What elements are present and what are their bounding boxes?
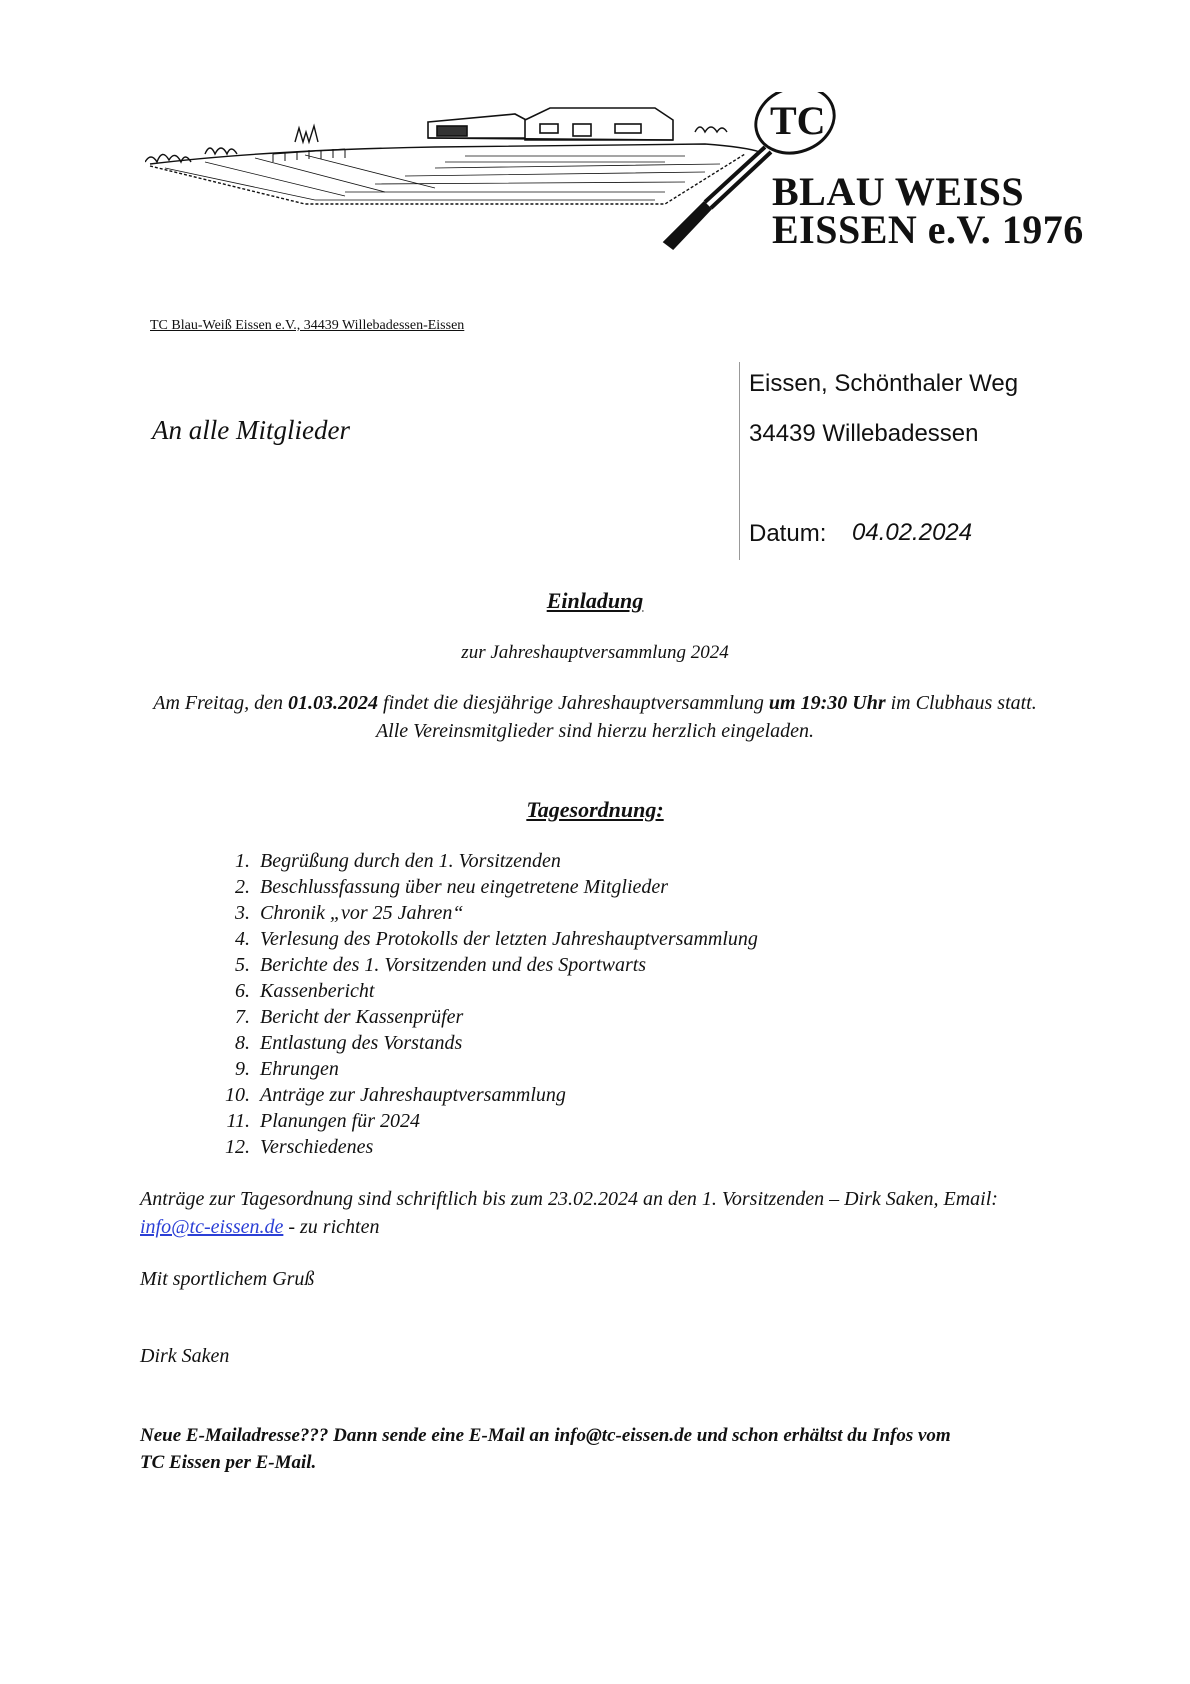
agenda-item xyxy=(210,952,758,978)
sender-line: TC Blau-Weiß Eissen e.V., 34439 Willebadessen-Eissen xyxy=(150,318,465,333)
address-divider xyxy=(739,362,740,560)
agenda-item-number: 1. xyxy=(235,850,250,872)
agenda-item xyxy=(210,1004,758,1030)
document-title: Einladung xyxy=(546,588,644,613)
meeting-time: um 19:30 Uhr xyxy=(768,692,886,714)
intro-text-1: Am Freitag, den xyxy=(153,692,289,714)
address-line-1: Eissen, Schönthaler Weg xyxy=(749,370,1019,397)
date-label: Datum: xyxy=(749,520,827,547)
agenda-item-number: 11. xyxy=(226,1110,250,1132)
agenda-item-number: 12. xyxy=(225,1136,250,1158)
email-notice-line-2: TC Eissen per E-Mail. xyxy=(140,1452,317,1473)
submission-note-line-2 xyxy=(140,1216,379,1239)
agenda-item xyxy=(210,848,758,874)
agenda-item-text: Chronik „vor 25 Jahren“ xyxy=(260,902,464,924)
agenda-item-text: Anträge zur Jahreshauptversammlung xyxy=(260,1084,566,1106)
agenda-item-text: Beschlussfassung über neu eingetretene Mitglieder xyxy=(260,876,669,898)
date-value: 04.02.2024 xyxy=(852,519,973,546)
agenda-item xyxy=(210,900,758,926)
email-notice-line-1: Neue E-Mailadresse??? Dann sende eine E-Mail an info@tc-eissen.de und schon erhältst du Infos vom xyxy=(140,1425,951,1446)
agenda-title: Tagesordnung: xyxy=(526,797,664,822)
agenda-item-text: Begrüßung durch den 1. Vorsitzenden xyxy=(260,850,561,872)
intro-text-3: im Clubhaus statt. xyxy=(885,692,1037,714)
agenda-item xyxy=(210,978,758,1004)
logo-line-2: EISSEN e.V. 1976 xyxy=(772,207,1084,252)
signature-name: Dirk Saken xyxy=(140,1345,230,1367)
agenda-item-text: Kassenbericht xyxy=(260,980,375,1002)
intro-line-2: Alle Vereinsmitglieder sind hierzu herzlich eingeladen. xyxy=(375,720,815,742)
agenda-item-number: 6. xyxy=(235,980,250,1002)
agenda-item xyxy=(210,1082,758,1108)
agenda-item-number: 5. xyxy=(235,954,250,976)
recipient: An alle Mitglieder xyxy=(152,415,350,445)
agenda-item-text: Entlastung des Vorstands xyxy=(260,1032,463,1054)
agenda-item-text: Verschiedenes xyxy=(260,1136,374,1158)
agenda-item xyxy=(210,926,758,952)
agenda-item-number: 4. xyxy=(235,928,250,950)
logo-monogram: TC xyxy=(770,98,826,143)
agenda-item-number: 2. xyxy=(235,876,250,898)
agenda-item-text: Berichte des 1. Vorsitzenden und des Sportwarts xyxy=(260,954,647,976)
agenda-item-number: 7. xyxy=(235,1006,250,1028)
agenda-item xyxy=(210,874,758,900)
agenda-item-text: Planungen für 2024 xyxy=(260,1110,420,1132)
submission-note-suffix: - zu richten xyxy=(283,1216,380,1238)
agenda-item xyxy=(210,1134,758,1160)
agenda-item-number: 10. xyxy=(225,1084,250,1106)
agenda-item-text: Verlesung des Protokolls der letzten Jahreshauptversammlung xyxy=(260,928,758,950)
agenda-item-number: 9. xyxy=(235,1058,250,1080)
agenda-list xyxy=(210,848,758,1160)
agenda-item-number: 3. xyxy=(235,902,250,924)
agenda-item xyxy=(210,1056,758,1082)
email-link[interactable]: info@tc-eissen.de xyxy=(140,1216,284,1238)
agenda-item-text: Ehrungen xyxy=(260,1058,339,1080)
agenda-item xyxy=(210,1108,758,1134)
intro-line-1 xyxy=(140,692,1050,715)
agenda-item xyxy=(210,1030,758,1056)
document-subtitle: zur Jahreshauptversammlung 2024 xyxy=(461,642,729,663)
agenda-item-text: Bericht der Kassenprüfer xyxy=(260,1006,464,1028)
closing-greeting: Mit sportlichem Gruß xyxy=(140,1268,315,1290)
meeting-date: 01.03.2024 xyxy=(288,692,379,714)
submission-note-line-1: Anträge zur Tagesordnung sind schriftlich bis zum 23.02.2024 an den 1. Vorsitzenden – Dirk Saken, Email: xyxy=(140,1188,998,1210)
address-line-2: 34439 Willebadessen xyxy=(749,420,979,447)
agenda-item-number: 8. xyxy=(235,1032,250,1054)
logo-line-1: BLAU WEISS xyxy=(772,169,1025,214)
intro-text-2: findet die diesjährige Jahreshauptversammlung xyxy=(378,692,769,714)
